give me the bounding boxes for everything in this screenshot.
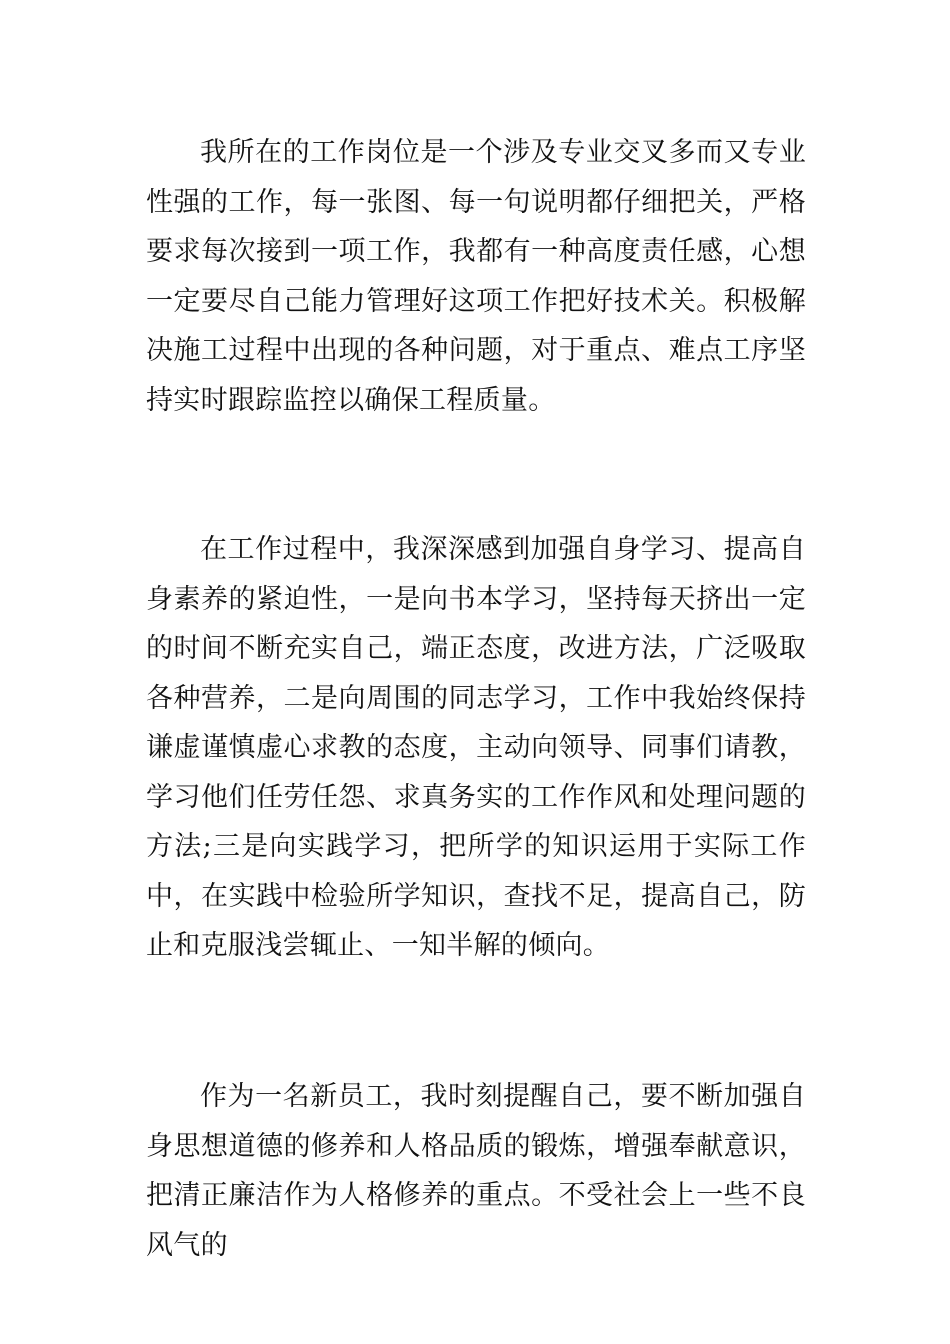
paragraph-1: 我所在的工作岗位是一个涉及专业交叉多而又专业性强的工作，每一张图、每一句说明都仔细把关，严格要求每次接到一项工作，我都有一种高度责任感，心想一定要尽自己能力管理好这项工作把好技术关。积极解决施工过程中出现的各种问题，对于重点、难点工序坚持实时跟踪监控以确保工程质量。 — [146, 137, 806, 416]
paragraph-2: 在工作过程中，我深深感到加强自身学习、提高自身素养的紧迫性，一是向书本学习，坚持每天挤出一定的时间不断充实自己，端正态度，改进方法，广泛吸取各种营养，二是向周围的同志学习，工作中我始终保持谦虚谨慎虚心求教的态度，主动向领导、同事们请教，学习他们任劳任怨、求真务实的工作作风和处理问题的方法;三是向实践学习，把所学的知识运用于实际工作中，在实践中检验所学知识，查找不足，提高自己，防止和克服浅尝辄止、一知半解的倾向。 — [146, 534, 806, 961]
paragraph-3: 作为一名新员工，我时刻提醒自己，要不断加强自身思想道德的修养和人格品质的锻炼，增强奉献意识，把清正廉洁作为人格修养的重点。不受社会上一些不良风气的 — [146, 1081, 806, 1261]
